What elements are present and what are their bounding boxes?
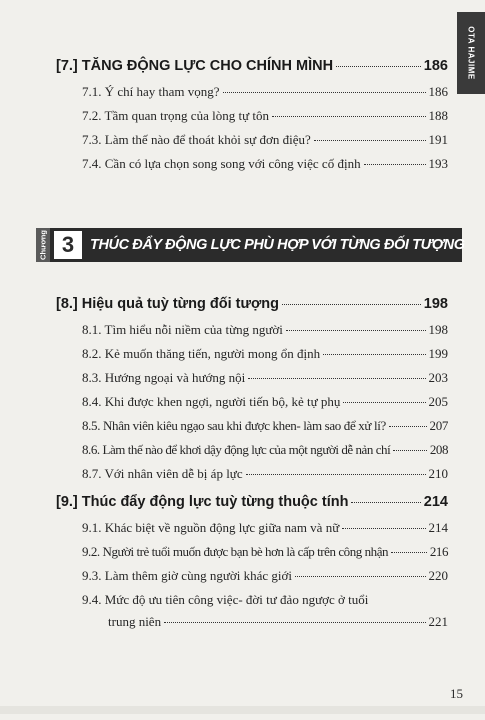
dot-leader <box>323 354 425 355</box>
dot-leader <box>364 164 426 165</box>
dot-leader <box>314 140 426 141</box>
entry-page: 188 <box>428 108 448 123</box>
entry-label: 7.1. Ý chí hay tham vọng? <box>82 84 220 99</box>
entry-label: 8.1. Tìm hiểu nỗi niềm của từng người <box>82 322 283 337</box>
toc-entry-9-4-line1[interactable] <box>82 592 448 608</box>
toc-section-7[interactable] <box>56 58 448 74</box>
entry-page: 210 <box>428 466 448 481</box>
entry-page: 205 <box>428 394 448 409</box>
page-bottom-edge <box>0 706 485 714</box>
dot-leader <box>393 450 427 451</box>
dot-leader <box>342 528 425 529</box>
chapter-banner <box>36 228 465 262</box>
toc-entry-8-4[interactable] <box>82 394 448 410</box>
author-side-tab <box>457 12 485 94</box>
chapter-number: 3 <box>54 231 82 259</box>
dot-leader <box>336 66 421 67</box>
entry-page: 208 <box>429 442 448 457</box>
section-title: [8.] Hiệu quả tuỳ từng đối tượng <box>56 296 280 312</box>
entry-page: 220 <box>428 568 448 583</box>
toc-section-8[interactable] <box>56 296 448 312</box>
section-page: 186 <box>423 58 448 74</box>
dot-leader <box>343 402 425 403</box>
entry-page: 214 <box>428 520 448 535</box>
toc-entry-8-2[interactable] <box>82 346 448 362</box>
entry-label: 9.4. Mức độ ưu tiên công việc- đời tư đảo ngược ở tuổi <box>82 592 369 607</box>
dot-leader <box>282 304 421 305</box>
toc-entry-7-4[interactable] <box>82 156 448 172</box>
toc-entry-7-1[interactable] <box>82 84 448 100</box>
dot-leader <box>391 552 427 553</box>
entry-page: 198 <box>428 322 448 337</box>
entry-page: 207 <box>429 418 448 433</box>
chapter-title: THÚC ĐẨY ĐỘNG LỰC PHÙ HỢP VỚI TỪNG ĐỐI TƯỢNG <box>90 237 465 253</box>
entry-label: 8.3. Hướng ngoại và hướng nội <box>82 370 246 385</box>
entry-page: 216 <box>429 544 448 559</box>
entry-label: 9.3. Làm thêm giờ cùng người khác giới <box>82 568 292 583</box>
section-title: [9.] Thúc đẩy động lực tuỳ từng thuộc tính <box>56 494 349 510</box>
toc-entry-7-3[interactable] <box>82 132 448 148</box>
toc-entry-8-3[interactable] <box>82 370 448 386</box>
dot-leader <box>389 426 427 427</box>
entry-page: 191 <box>428 132 448 147</box>
entry-page: 221 <box>428 614 448 629</box>
entry-label: 8.7. Với nhân viên dễ bị áp lực <box>82 466 243 481</box>
dot-leader <box>164 622 425 623</box>
toc-section-9[interactable] <box>56 494 448 510</box>
toc-entry-9-4-line2[interactable] <box>108 614 448 630</box>
section-page: 198 <box>423 296 448 312</box>
entry-page: 203 <box>428 370 448 385</box>
dot-leader <box>295 576 426 577</box>
chapter-word: Chương <box>38 230 48 260</box>
page-number: 15 <box>450 686 463 701</box>
toc-entry-9-3[interactable] <box>82 568 448 584</box>
entry-page: 186 <box>428 84 448 99</box>
section-title: [7.] TĂNG ĐỘNG LỰC CHO CHÍNH MÌNH <box>56 58 334 74</box>
toc-entry-7-2[interactable] <box>82 108 448 124</box>
author-name: OTA HAJIME <box>466 26 476 80</box>
dot-leader <box>223 92 426 93</box>
dot-leader <box>351 502 420 503</box>
toc-entry-8-6[interactable] <box>82 442 448 458</box>
toc-entry-9-2[interactable] <box>82 544 448 560</box>
entry-label: 9.1. Khác biệt về nguồn động lực giữa nam và nữ <box>82 520 340 535</box>
toc-entry-9-1[interactable] <box>82 520 448 536</box>
dot-leader <box>286 330 426 331</box>
toc-entry-8-1[interactable] <box>82 322 448 338</box>
dot-leader <box>246 474 426 475</box>
entry-label: 8.5. Nhân viên kiêu ngạo sau khi được khen- làm sao để xử lí? <box>82 418 386 433</box>
entry-label: 9.2. Người trẻ tuổi muốn được bạn bè hơn là cấp trên công nhận <box>82 544 389 559</box>
toc-entry-8-7[interactable] <box>82 466 448 482</box>
dot-leader <box>272 116 426 117</box>
entry-page: 199 <box>428 346 448 361</box>
entry-label: 8.6. Làm thế nào để khơi dậy động lực của một người dễ nản chí <box>82 442 391 457</box>
chapter-word-box <box>36 228 50 262</box>
entry-page: 193 <box>428 156 448 171</box>
entry-label: 8.2. Kẻ muốn thăng tiến, người mong ổn định <box>82 346 321 361</box>
entry-label: 8.4. Khi được khen ngợi, người tiến bộ, kẻ tự phụ <box>82 394 341 409</box>
entry-label: 7.4. Cần có lựa chọn song song với công việc cố định <box>82 156 361 171</box>
entry-label: 7.2. Tầm quan trọng của lòng tự tôn <box>82 108 269 123</box>
entry-label: 7.3. Làm thế nào để thoát khỏi sự đơn điệu? <box>82 132 311 147</box>
section-page: 214 <box>423 494 448 510</box>
dot-leader <box>248 378 425 379</box>
entry-label-continued: trung niên <box>108 614 162 629</box>
toc-entry-8-5[interactable] <box>82 418 448 434</box>
